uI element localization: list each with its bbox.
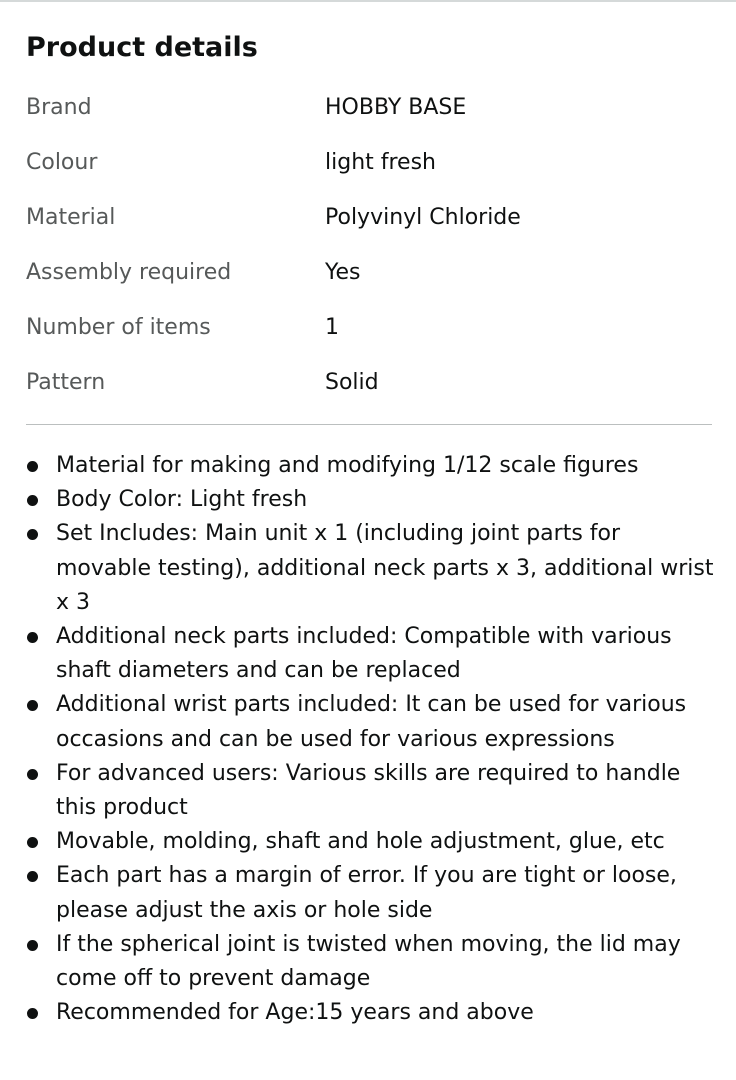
detail-value: HOBBY BASE <box>325 94 467 120</box>
detail-row-pattern <box>26 355 712 410</box>
detail-value: Solid <box>325 369 379 395</box>
bullet-dot-icon <box>27 1008 38 1019</box>
detail-label: Brand <box>26 94 92 120</box>
bullet-dot-icon <box>27 700 38 711</box>
bullet-item <box>26 859 716 927</box>
detail-row-material <box>26 190 712 245</box>
detail-label: Colour <box>26 149 98 175</box>
bullet-item <box>26 517 716 620</box>
bullet-dot-icon <box>27 529 38 540</box>
bullet-text: Material for making and modifying 1/12 scale figures <box>56 453 639 478</box>
bullet-item <box>26 996 716 1030</box>
bullet-text: Additional wrist parts included: It can be used for various occasions and can be used for various expressions <box>56 692 687 752</box>
bullet-item <box>26 620 716 688</box>
bullet-dot-icon <box>27 940 38 951</box>
detail-row-number-of-items <box>26 300 712 355</box>
bullet-dot-icon <box>27 461 38 472</box>
section-divider <box>26 424 712 425</box>
bullet-text: Set Includes: Main unit x 1 (including joint parts for movable testing), additional neck parts x 3, additional wrist x 3 <box>56 521 714 615</box>
bullet-text: If the spherical joint is twisted when moving, the lid may come off to prevent damage <box>56 931 681 992</box>
bullet-item <box>26 825 716 859</box>
about-item-bullet-list <box>26 449 716 1030</box>
product-details-table <box>26 80 712 410</box>
detail-value: Yes <box>325 259 361 285</box>
detail-value: light fresh <box>325 149 436 175</box>
bullet-dot-icon <box>27 632 38 643</box>
bullet-dot-icon <box>27 871 38 882</box>
section-title: Product details <box>26 32 258 63</box>
bullet-text: For advanced users: Various skills are required to handle this product <box>56 760 681 821</box>
bullet-item <box>26 483 716 517</box>
detail-label: Number of items <box>26 314 211 340</box>
bullet-dot-icon <box>27 837 38 848</box>
detail-row-colour <box>26 135 712 190</box>
detail-value: 1 <box>325 314 339 340</box>
top-border <box>0 0 736 2</box>
bullet-dot-icon <box>27 769 38 780</box>
detail-label: Pattern <box>26 369 106 395</box>
bullet-text: Each part has a margin of error. If you are tight or loose, please adjust the axis or hole side <box>56 863 677 923</box>
bullet-text: Body Color: Light fresh <box>56 487 308 513</box>
detail-label: Material <box>26 204 116 230</box>
bullet-item <box>26 688 716 756</box>
detail-value: Polyvinyl Chloride <box>325 204 521 230</box>
detail-row-assembly-required <box>26 245 712 300</box>
detail-row-brand <box>26 80 712 135</box>
detail-label: Assembly required <box>26 259 232 285</box>
bullet-text: Movable, molding, shaft and hole adjustment, glue, etc <box>56 829 665 855</box>
bullet-text: Recommended for Age:15 years and above <box>56 1000 534 1026</box>
bullet-item <box>26 449 716 483</box>
bullet-dot-icon <box>27 495 38 506</box>
bullet-text: Additional neck parts included: Compatible with various shaft diameters and can be replaced <box>56 624 672 684</box>
bullet-item <box>26 757 716 825</box>
bullet-item <box>26 928 716 996</box>
